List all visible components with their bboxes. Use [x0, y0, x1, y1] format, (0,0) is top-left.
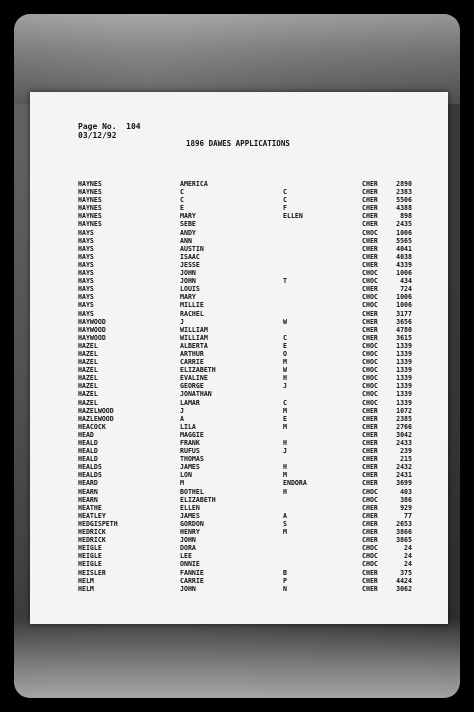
tribe: CHER	[362, 455, 378, 464]
middle-name: W	[283, 366, 287, 375]
application-number: 898	[400, 212, 412, 221]
tribe: CHER	[362, 260, 378, 269]
last-name: HAYS	[78, 252, 94, 261]
last-name: HAYNES	[78, 188, 102, 197]
last-name: HEISLER	[78, 568, 106, 577]
tribe: CHER	[362, 503, 378, 512]
application-number: 2766	[396, 422, 412, 431]
tribe: CHOC	[362, 560, 378, 569]
middle-name: M	[283, 471, 287, 480]
application-number: 3699	[396, 479, 412, 488]
tribe: CHOC	[362, 398, 378, 407]
application-number: 2385	[396, 414, 412, 423]
application-number: 2435	[396, 220, 412, 229]
first-name: GORDON	[180, 519, 204, 528]
page-number-line	[78, 122, 141, 131]
application-number: 386	[400, 495, 412, 504]
tribe: CHOC	[362, 293, 378, 302]
first-name: EVALINE	[180, 374, 208, 383]
application-number: 3615	[396, 333, 412, 342]
tribe: CHOC	[362, 228, 378, 237]
table-row	[30, 399, 448, 407]
middle-name: A	[283, 511, 287, 520]
first-name: M	[180, 479, 184, 488]
tribe: CHOC	[362, 487, 378, 496]
tribe: CHER	[362, 236, 378, 245]
first-name: A	[180, 414, 184, 423]
first-name: ELLEN	[180, 503, 200, 512]
table-row	[30, 536, 448, 544]
last-name: HELM	[78, 576, 94, 585]
table-row	[30, 204, 448, 212]
tribe: CHOC	[362, 366, 378, 375]
first-name: MAGGIE	[180, 430, 204, 439]
application-number: 1006	[396, 301, 412, 310]
first-name: SEBE	[180, 220, 196, 229]
middle-name: H	[283, 463, 287, 472]
middle-name: E	[283, 341, 287, 350]
last-name: HEATLEY	[78, 511, 106, 520]
application-number: 4780	[396, 325, 412, 334]
tribe: CHER	[362, 285, 378, 294]
application-number: 1006	[396, 269, 412, 278]
application-number: 375	[400, 568, 412, 577]
middle-name: O	[283, 349, 287, 358]
last-name: HAZEL	[78, 366, 98, 375]
middle-name: T	[283, 277, 287, 286]
table-row	[30, 318, 448, 326]
middle-name: M	[283, 358, 287, 367]
last-name: HAZEL	[78, 358, 98, 367]
first-name: MARY	[180, 293, 196, 302]
applications-table	[30, 180, 448, 593]
first-name: LILA	[180, 422, 196, 431]
last-name: HAYWOOD	[78, 333, 106, 342]
first-name: DORA	[180, 544, 196, 553]
middle-name: M	[283, 528, 287, 537]
table-row	[30, 188, 448, 196]
application-number: 3062	[396, 584, 412, 593]
tribe: CHER	[362, 511, 378, 520]
application-number: 4339	[396, 260, 412, 269]
table-row	[30, 439, 448, 447]
last-name: HAYWOOD	[78, 317, 106, 326]
table-row	[30, 423, 448, 431]
first-name: ELIZABETH	[180, 495, 216, 504]
middle-name: M	[283, 406, 287, 415]
first-name: J	[180, 317, 184, 326]
first-name: LON	[180, 471, 192, 480]
middle-name: H	[283, 439, 287, 447]
page-label: Page No.	[78, 122, 117, 131]
last-name: HAYNES	[78, 220, 102, 229]
tribe: CHER	[362, 252, 378, 261]
table-row	[30, 269, 448, 277]
last-name: HAYS	[78, 285, 94, 294]
tribe: CHER	[362, 244, 378, 253]
last-name: HAYS	[78, 301, 94, 310]
first-name: LOUIS	[180, 285, 200, 294]
table-row	[30, 261, 448, 269]
table-row	[30, 326, 448, 334]
application-number: 239	[400, 447, 412, 456]
first-name: BOTHEL	[180, 487, 204, 496]
application-number: 2432	[396, 463, 412, 472]
tribe: CHOC	[362, 341, 378, 350]
table-row	[30, 471, 448, 479]
middle-name: ENDORA	[283, 479, 307, 488]
first-name: ONNIE	[180, 560, 200, 569]
tribe: CHER	[362, 220, 378, 229]
table-row	[30, 196, 448, 204]
application-number: 4041	[396, 244, 412, 253]
tribe: CHOC	[362, 269, 378, 278]
last-name: HEALDS	[78, 471, 102, 480]
tribe: CHER	[362, 204, 378, 213]
first-name: JESSE	[180, 260, 200, 269]
tribe: CHER	[362, 309, 378, 318]
last-name: HEDRICK	[78, 536, 106, 545]
middle-name: F	[283, 204, 287, 213]
table-row	[30, 544, 448, 552]
first-name: JAMES	[180, 463, 200, 472]
table-row	[30, 212, 448, 220]
application-number: 1339	[396, 358, 412, 367]
application-number: 2433	[396, 439, 412, 447]
table-row	[30, 310, 448, 318]
first-name: WILLIAM	[180, 325, 208, 334]
table-row	[30, 463, 448, 471]
table-row	[30, 358, 448, 366]
tribe: CHER	[362, 333, 378, 342]
tribe: CHER	[362, 479, 378, 488]
table-row	[30, 237, 448, 245]
tribe: CHER	[362, 406, 378, 415]
application-number: 2890	[396, 180, 412, 188]
table-row	[30, 504, 448, 512]
middle-name: H	[283, 487, 287, 496]
page-title: 1896 DAWES APPLICATIONS	[186, 139, 290, 148]
table-row	[30, 334, 448, 342]
application-number: 3865	[396, 536, 412, 545]
tribe: CHER	[362, 463, 378, 472]
middle-name: W	[283, 317, 287, 326]
tribe: CHER	[362, 447, 378, 456]
table-row	[30, 180, 448, 188]
application-number: 3866	[396, 528, 412, 537]
table-row	[30, 390, 448, 398]
application-number: 5506	[396, 196, 412, 205]
tribe: CHER	[362, 180, 378, 188]
table-row	[30, 496, 448, 504]
tribe: CHOC	[362, 349, 378, 358]
middle-name: C	[283, 398, 287, 407]
first-name: HENRY	[180, 528, 200, 537]
first-name: AUSTIN	[180, 244, 204, 253]
application-number: 1006	[396, 228, 412, 237]
tribe: CHER	[362, 536, 378, 545]
tribe: CHER	[362, 430, 378, 439]
tribe: CHER	[362, 317, 378, 326]
tribe: CHER	[362, 439, 378, 447]
last-name: HAZLEWOOD	[78, 414, 114, 423]
first-name: ANN	[180, 236, 192, 245]
last-name: HAZEL	[78, 349, 98, 358]
first-name: JOHN	[180, 277, 196, 286]
table-row	[30, 560, 448, 568]
first-name: LAMAR	[180, 398, 200, 407]
tribe: CHOC	[362, 374, 378, 383]
application-number: 3042	[396, 430, 412, 439]
application-number: 4424	[396, 576, 412, 585]
application-number: 24	[404, 552, 412, 561]
table-row	[30, 366, 448, 374]
last-name: HEATHE	[78, 503, 102, 512]
tribe: CHOC	[362, 301, 378, 310]
table-row	[30, 253, 448, 261]
last-name: HAZEL	[78, 341, 98, 350]
last-name: HEARD	[78, 479, 98, 488]
document-page	[30, 92, 448, 624]
first-name: RACHEL	[180, 309, 204, 318]
application-number: 77	[404, 511, 412, 520]
middle-name: M	[283, 422, 287, 431]
table-row	[30, 512, 448, 520]
application-number: 724	[400, 285, 412, 294]
last-name: HEIGLE	[78, 552, 102, 561]
application-number: 2431	[396, 471, 412, 480]
application-number: 1072	[396, 406, 412, 415]
application-number: 2653	[396, 519, 412, 528]
last-name: HAYS	[78, 269, 94, 278]
tribe: CHER	[362, 528, 378, 537]
last-name: HEALD	[78, 447, 98, 456]
middle-name: B	[283, 568, 287, 577]
application-number: 1006	[396, 293, 412, 302]
table-row	[30, 577, 448, 585]
first-name: E	[180, 204, 184, 213]
middle-name: ELLEN	[283, 212, 303, 221]
last-name: HAYS	[78, 309, 94, 318]
application-number: 1339	[396, 398, 412, 407]
application-number: 3177	[396, 309, 412, 318]
table-row	[30, 350, 448, 358]
table-row	[30, 552, 448, 560]
last-name: HAZEL	[78, 390, 98, 399]
middle-name: C	[283, 196, 287, 205]
tribe: CHOC	[362, 552, 378, 561]
table-row	[30, 342, 448, 350]
last-name: HEDRICK	[78, 528, 106, 537]
first-name: ISAAC	[180, 252, 200, 261]
last-name: HAYNES	[78, 212, 102, 221]
page-number: 104	[126, 122, 141, 131]
first-name: WILLIAM	[180, 333, 208, 342]
last-name: HEALDS	[78, 463, 102, 472]
application-number: 1339	[396, 366, 412, 375]
first-name: ANDY	[180, 228, 196, 237]
table-row	[30, 229, 448, 237]
last-name: HEDGISPETH	[78, 519, 118, 528]
tribe: CHER	[362, 212, 378, 221]
table-row	[30, 374, 448, 382]
middle-name: C	[283, 333, 287, 342]
tribe: CHOC	[362, 495, 378, 504]
middle-name: P	[283, 576, 287, 585]
application-number: 5565	[396, 236, 412, 245]
table-row	[30, 245, 448, 253]
tribe: CHER	[362, 471, 378, 480]
first-name: JAMES	[180, 511, 200, 520]
tribe: CHER	[362, 188, 378, 197]
table-row	[30, 293, 448, 301]
application-number: 4038	[396, 252, 412, 261]
last-name: HAYS	[78, 293, 94, 302]
first-name: J	[180, 406, 184, 415]
table-row	[30, 455, 448, 463]
tribe: CHER	[362, 422, 378, 431]
last-name: HEALD	[78, 439, 98, 447]
table-row	[30, 220, 448, 228]
middle-name: J	[283, 382, 287, 391]
first-name: AMERICA	[180, 180, 208, 188]
application-number: 24	[404, 544, 412, 553]
middle-name: C	[283, 188, 287, 197]
application-number: 215	[400, 455, 412, 464]
tribe: CHER	[362, 584, 378, 593]
first-name: CARRIE	[180, 576, 204, 585]
middle-name: J	[283, 447, 287, 456]
tribe: CHOC	[362, 358, 378, 367]
tribe: CHER	[362, 576, 378, 585]
table-row	[30, 479, 448, 487]
tribe: CHER	[362, 325, 378, 334]
first-name: ALBERTA	[180, 341, 208, 350]
middle-name: S	[283, 519, 287, 528]
application-number: 1339	[396, 341, 412, 350]
last-name: HAYNES	[78, 180, 102, 188]
last-name: HEARN	[78, 495, 98, 504]
table-row	[30, 447, 448, 455]
tribe: CHOC	[362, 277, 378, 286]
application-number: 1339	[396, 382, 412, 391]
first-name: JOHN	[180, 536, 196, 545]
first-name: CARRIE	[180, 358, 204, 367]
first-name: JOHN	[180, 269, 196, 278]
table-row	[30, 520, 448, 528]
application-number: 434	[400, 277, 412, 286]
last-name: HAYS	[78, 236, 94, 245]
table-row	[30, 301, 448, 309]
middle-name: N	[283, 584, 287, 593]
last-name: HAYWOOD	[78, 325, 106, 334]
last-name: HAYS	[78, 260, 94, 269]
tribe: CHOC	[362, 544, 378, 553]
last-name: HEALD	[78, 455, 98, 464]
table-row	[30, 585, 448, 593]
last-name: HELM	[78, 584, 94, 593]
first-name: LEE	[180, 552, 192, 561]
last-name: HEIGLE	[78, 544, 102, 553]
table-row	[30, 277, 448, 285]
first-name: ARTHUR	[180, 349, 204, 358]
first-name: THOMAS	[180, 455, 204, 464]
last-name: HAYS	[78, 228, 94, 237]
last-name: HAZEL	[78, 382, 98, 391]
first-name: MILLIE	[180, 301, 204, 310]
tribe: CHER	[362, 414, 378, 423]
tribe: CHER	[362, 519, 378, 528]
application-number: 1339	[396, 390, 412, 399]
tribe: CHER	[362, 196, 378, 205]
table-row	[30, 285, 448, 293]
first-name: FANNIE	[180, 568, 204, 577]
middle-name: E	[283, 414, 287, 423]
application-number: 2383	[396, 188, 412, 197]
tribe: CHOC	[362, 382, 378, 391]
first-name: C	[180, 196, 184, 205]
table-row	[30, 569, 448, 577]
first-name: JONATHAN	[180, 390, 212, 399]
report-date: 03/12/92	[78, 131, 117, 140]
application-number: 929	[400, 503, 412, 512]
first-name: FRANK	[180, 439, 200, 447]
last-name: HAZELWOOD	[78, 406, 114, 415]
first-name: MARY	[180, 212, 196, 221]
first-name: C	[180, 188, 184, 197]
tribe: CHER	[362, 568, 378, 577]
application-number: 403	[400, 487, 412, 496]
last-name: HAYS	[78, 277, 94, 286]
first-name: JOHN	[180, 584, 196, 593]
application-number: 4388	[396, 204, 412, 213]
last-name: HAZEL	[78, 374, 98, 383]
application-number: 24	[404, 560, 412, 569]
table-row	[30, 415, 448, 423]
table-row	[30, 488, 448, 496]
last-name: HEARN	[78, 487, 98, 496]
first-name: RUFUS	[180, 447, 200, 456]
last-name: HAYNES	[78, 204, 102, 213]
table-row	[30, 528, 448, 536]
last-name: HAYNES	[78, 196, 102, 205]
last-name: HEIGLE	[78, 560, 102, 569]
table-row	[30, 382, 448, 390]
last-name: HAZEL	[78, 398, 98, 407]
middle-name: H	[283, 374, 287, 383]
last-name: HAYS	[78, 244, 94, 253]
application-number: 1339	[396, 374, 412, 383]
last-name: HEACOCK	[78, 422, 106, 431]
first-name: ELIZABETH	[180, 366, 216, 375]
application-number: 1339	[396, 349, 412, 358]
first-name: GEORGE	[180, 382, 204, 391]
last-name: HEAD	[78, 430, 94, 439]
tribe: CHOC	[362, 390, 378, 399]
table-row	[30, 407, 448, 415]
table-row	[30, 431, 448, 439]
application-number: 3656	[396, 317, 412, 326]
